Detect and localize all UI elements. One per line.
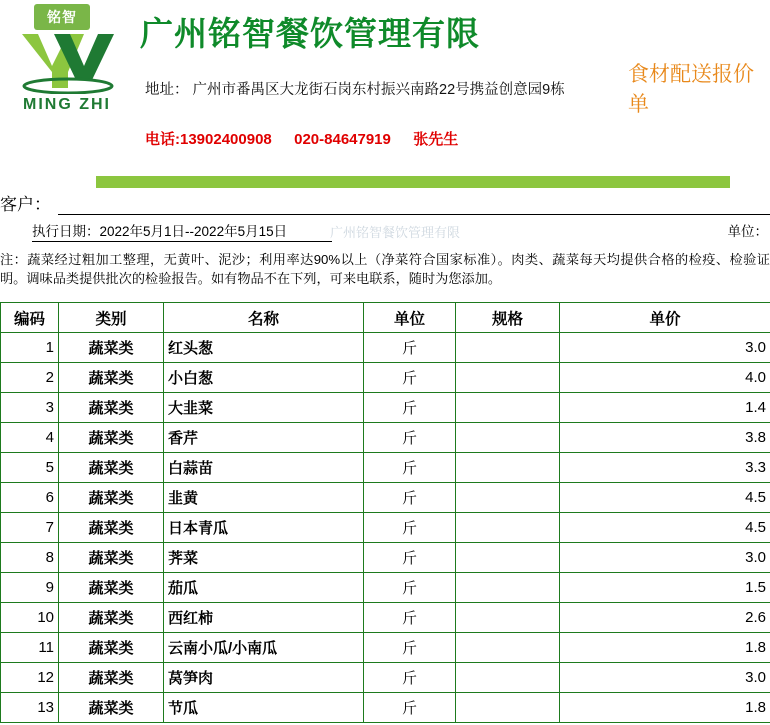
- cell-spec: [456, 483, 560, 513]
- cell-code: 6: [1, 483, 59, 513]
- col-header-code: 编码: [1, 303, 59, 333]
- contact-line: [145, 128, 458, 149]
- cell-price: 2.6: [560, 603, 770, 633]
- cell-category: 蔬菜类: [59, 513, 164, 543]
- col-header-spec: 规格: [456, 303, 560, 333]
- cell-price: 4.5: [560, 483, 770, 513]
- ming-zhi-logo: [8, 4, 126, 122]
- table-row: [1, 573, 770, 603]
- cell-code: 11: [1, 633, 59, 663]
- cell-price: 3.8: [560, 423, 770, 453]
- company-name: 广州铭智餐饮管理有限: [140, 15, 480, 52]
- cell-category: 蔬菜类: [59, 333, 164, 363]
- table-row: [1, 393, 770, 423]
- price-table: [0, 302, 770, 723]
- document-header: [0, 0, 770, 170]
- cell-unit: 斤: [364, 333, 456, 363]
- cell-unit: 斤: [364, 513, 456, 543]
- cell-spec: [456, 693, 560, 723]
- cell-price: 4.0: [560, 363, 770, 393]
- cell-spec: [456, 423, 560, 453]
- cell-unit: 斤: [364, 573, 456, 603]
- cell-unit: 斤: [364, 363, 456, 393]
- col-header-unit: 单位: [364, 303, 456, 333]
- cell-code: 1: [1, 333, 59, 363]
- cell-spec: [456, 513, 560, 543]
- phone-primary: 电话:13902400908: [145, 131, 272, 148]
- cell-unit: 斤: [364, 633, 456, 663]
- cell-category: 蔬菜类: [59, 363, 164, 393]
- cell-spec: [456, 603, 560, 633]
- document-info: [0, 190, 770, 244]
- cell-price: 1.5: [560, 573, 770, 603]
- cell-spec: [456, 573, 560, 603]
- cell-category: 蔬菜类: [59, 693, 164, 723]
- cell-category: 蔬菜类: [59, 393, 164, 423]
- cell-spec: [456, 363, 560, 393]
- page-title: 食材配送报价单: [628, 63, 754, 116]
- cell-price: 1.8: [560, 693, 770, 723]
- cell-unit: 斤: [364, 693, 456, 723]
- cell-name: 荠菜: [164, 543, 364, 573]
- cell-code: 13: [1, 693, 59, 723]
- cell-category: 蔬菜类: [59, 543, 164, 573]
- cell-category: 蔬菜类: [59, 423, 164, 453]
- company-address: 地址： 广州市番禺区大龙街石岗东村振兴南路22号携益创意园9栋: [145, 82, 565, 98]
- cell-name: 小白葱: [164, 363, 364, 393]
- price-table-body: [1, 333, 770, 723]
- green-divider-bar: [96, 176, 730, 188]
- cell-name: 云南小瓜/小南瓜: [164, 633, 364, 663]
- cell-category: 蔬菜类: [59, 483, 164, 513]
- table-header-row: [1, 303, 770, 333]
- table-row: [1, 453, 770, 483]
- cell-code: 2: [1, 363, 59, 393]
- contact-person: 张先生: [413, 131, 459, 148]
- cell-code: 3: [1, 393, 59, 423]
- col-header-category: 类别: [59, 303, 164, 333]
- cell-name: 茄瓜: [164, 573, 364, 603]
- cell-spec: [456, 393, 560, 423]
- cell-spec: [456, 333, 560, 363]
- table-row: [1, 693, 770, 723]
- cell-unit: 斤: [364, 453, 456, 483]
- table-row: [1, 603, 770, 633]
- cell-name: 西红柿: [164, 603, 364, 633]
- cell-code: 9: [1, 573, 59, 603]
- table-row: [1, 513, 770, 543]
- table-row: [1, 483, 770, 513]
- cell-unit: 斤: [364, 543, 456, 573]
- cell-unit: 斤: [364, 393, 456, 423]
- logo-mark-icon: [18, 26, 118, 94]
- cell-code: 7: [1, 513, 59, 543]
- cell-unit: 斤: [364, 423, 456, 453]
- cell-name: 红头葱: [164, 333, 364, 363]
- cell-price: 3.3: [560, 453, 770, 483]
- table-row: [1, 543, 770, 573]
- table-row: [1, 423, 770, 453]
- logo-pinyin: MING ZHI: [23, 96, 111, 113]
- cell-price: 1.8: [560, 633, 770, 663]
- cell-name: 节瓜: [164, 693, 364, 723]
- cell-name: 大韭菜: [164, 393, 364, 423]
- customer-label: 客户：: [0, 195, 51, 214]
- cell-price: 3.0: [560, 663, 770, 693]
- cell-code: 8: [1, 543, 59, 573]
- date-underline: [32, 241, 332, 242]
- table-row: [1, 633, 770, 663]
- cell-category: 蔬菜类: [59, 573, 164, 603]
- cell-name: 韭黄: [164, 483, 364, 513]
- cell-price: 4.5: [560, 513, 770, 543]
- col-header-name: 名称: [164, 303, 364, 333]
- cell-unit: 斤: [364, 663, 456, 693]
- cell-code: 12: [1, 663, 59, 693]
- cell-spec: [456, 663, 560, 693]
- cell-name: 日本青瓜: [164, 513, 364, 543]
- logo-badge: 铭智: [34, 4, 90, 30]
- cell-code: 4: [1, 423, 59, 453]
- cell-code: 10: [1, 603, 59, 633]
- cell-name: 莴笋肉: [164, 663, 364, 693]
- customer-underline: [58, 214, 770, 215]
- cell-category: 蔬菜类: [59, 633, 164, 663]
- cell-category: 蔬菜类: [59, 663, 164, 693]
- notice-text: 注：蔬菜经过粗加工整理，无黄叶、泥沙；利用率达90%以上（净菜符合国家标准）。肉类、蔬菜每天均提供合格的检疫、检验证明。调味品类提供批次的检验报告。如有物品不在下列，可来电联系，随时为您添加。: [0, 252, 770, 286]
- table-row: [1, 663, 770, 693]
- cell-price: 3.0: [560, 333, 770, 363]
- cell-spec: [456, 543, 560, 573]
- cell-name: 白蒜苗: [164, 453, 364, 483]
- phone-secondary: 020-84647919: [294, 131, 391, 148]
- execution-date-label: 执行日期：2022年5月1日--2022年5月15日: [32, 224, 288, 239]
- cell-price: 1.4: [560, 393, 770, 423]
- watermark-text: 广州铭智餐饮管理有限: [330, 225, 461, 240]
- cell-code: 5: [1, 453, 59, 483]
- cell-spec: [456, 453, 560, 483]
- cell-name: 香芹: [164, 423, 364, 453]
- price-table-wrap: [0, 302, 770, 723]
- cell-unit: 斤: [364, 603, 456, 633]
- cell-category: 蔬菜类: [59, 603, 164, 633]
- cell-category: 蔬菜类: [59, 453, 164, 483]
- customer-row: [0, 190, 770, 218]
- unit-label: 单位：: [727, 224, 768, 239]
- col-header-price: 单价: [560, 303, 770, 333]
- table-row: [1, 333, 770, 363]
- cell-spec: [456, 633, 560, 663]
- cell-unit: 斤: [364, 483, 456, 513]
- cell-price: 3.0: [560, 543, 770, 573]
- table-row: [1, 363, 770, 393]
